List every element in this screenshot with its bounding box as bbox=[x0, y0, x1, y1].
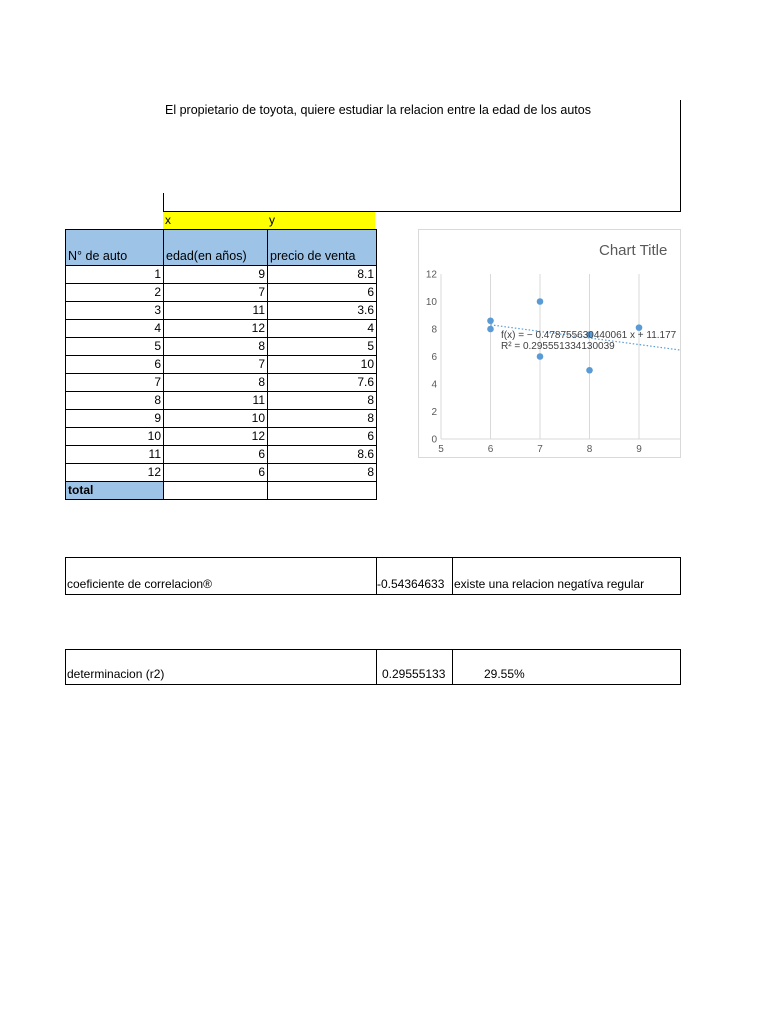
table-cell[interactable]: 1 bbox=[66, 266, 164, 284]
table-cell[interactable]: 8 bbox=[164, 338, 268, 356]
table-cell[interactable]: 10 bbox=[66, 428, 164, 446]
table-cell[interactable]: 6 bbox=[164, 446, 268, 464]
table-cell[interactable]: 8 bbox=[268, 392, 377, 410]
determination-percent[interactable]: 29.55% bbox=[484, 667, 525, 681]
y-tick-label: 8 bbox=[431, 324, 437, 336]
data-point bbox=[487, 317, 494, 324]
table-row bbox=[66, 374, 377, 392]
total-cell[interactable] bbox=[164, 482, 268, 500]
scatter-chart[interactable] bbox=[418, 229, 681, 458]
y-tick-label: 10 bbox=[425, 297, 437, 308]
table-cell[interactable]: 6 bbox=[268, 284, 377, 302]
chart-plot bbox=[419, 230, 681, 458]
column-header[interactable]: edad(en años) bbox=[164, 230, 268, 266]
x-tick-label: 7 bbox=[537, 444, 543, 455]
r-squared-label: R² = 0.295551334130039 bbox=[501, 341, 615, 352]
table-cell[interactable]: 9 bbox=[164, 266, 268, 284]
table-row bbox=[66, 356, 377, 374]
table-cell[interactable]: 7 bbox=[164, 356, 268, 374]
correlation-row bbox=[65, 557, 681, 595]
table-row bbox=[66, 428, 377, 446]
table-row bbox=[66, 464, 377, 482]
table-cell[interactable]: 12 bbox=[164, 428, 268, 446]
table-row bbox=[66, 446, 377, 464]
y-tick-label: 12 bbox=[425, 269, 437, 281]
problem-statement: El propietario de toyota, quiere estudiar la relacion entre la edad de los autos bbox=[165, 103, 591, 117]
table-cell[interactable]: 7 bbox=[66, 374, 164, 392]
column-header[interactable]: N° de auto bbox=[66, 230, 164, 266]
table-cell[interactable]: 9 bbox=[66, 410, 164, 428]
x-tick-label: 6 bbox=[487, 444, 494, 455]
determination-value[interactable]: 0.29555133 bbox=[382, 667, 446, 681]
table-cell[interactable]: 5 bbox=[66, 338, 164, 356]
table-cell[interactable]: 5 bbox=[268, 338, 377, 356]
table-cell[interactable]: 3.6 bbox=[268, 302, 377, 320]
table-cell[interactable]: 7 bbox=[164, 284, 268, 302]
table-cell[interactable]: 6 bbox=[164, 464, 268, 482]
total-cell[interactable] bbox=[268, 482, 377, 500]
table-cell[interactable]: 8 bbox=[66, 392, 164, 410]
y-tick-label: 6 bbox=[431, 352, 437, 363]
table-cell[interactable]: 8.1 bbox=[268, 266, 377, 284]
data-table bbox=[65, 229, 377, 500]
xy-label-row[interactable] bbox=[163, 212, 375, 229]
table-cell[interactable]: 12 bbox=[164, 320, 268, 338]
data-point bbox=[537, 353, 544, 360]
frame-border-right bbox=[680, 100, 681, 212]
table-cell[interactable]: 11 bbox=[66, 446, 164, 464]
table-cell[interactable]: 3 bbox=[66, 302, 164, 320]
x-tick-label: 9 bbox=[636, 444, 642, 455]
data-point bbox=[537, 298, 544, 305]
table-row bbox=[66, 284, 377, 302]
total-row bbox=[66, 482, 377, 500]
y-tick-label: 0 bbox=[431, 434, 437, 446]
table-cell[interactable]: 10 bbox=[268, 356, 377, 374]
table-cell[interactable]: 12 bbox=[66, 464, 164, 482]
column-header[interactable]: precio de venta bbox=[268, 230, 377, 266]
table-cell[interactable]: 8 bbox=[164, 374, 268, 392]
table-row bbox=[66, 392, 377, 410]
frame-border-left bbox=[163, 193, 164, 212]
table-row bbox=[66, 338, 377, 356]
table-cell[interactable]: 8 bbox=[268, 464, 377, 482]
determination-row bbox=[65, 649, 681, 685]
x-tick-label: 5 bbox=[438, 444, 444, 455]
correlation-interpretation[interactable]: existe una relacion negatíva regular bbox=[454, 577, 645, 591]
table-row bbox=[66, 302, 377, 320]
table-cell[interactable]: 2 bbox=[66, 284, 164, 302]
data-point bbox=[586, 367, 593, 374]
y-variable-label: y bbox=[269, 213, 275, 227]
table-cell[interactable]: 4 bbox=[66, 320, 164, 338]
trendline-equation: f(x) = − 0.478755630440061 x + 11.177 bbox=[501, 330, 677, 341]
table-cell[interactable]: 6 bbox=[66, 356, 164, 374]
table-cell[interactable]: 6 bbox=[268, 428, 377, 446]
table-row bbox=[66, 266, 377, 284]
table-cell[interactable]: 11 bbox=[164, 302, 268, 320]
table-cell[interactable]: 8.6 bbox=[268, 446, 377, 464]
table-cell[interactable]: 7.6 bbox=[268, 374, 377, 392]
table-row bbox=[66, 320, 377, 338]
correlation-value[interactable]: -0.54364633 bbox=[377, 577, 445, 591]
data-point bbox=[487, 326, 494, 333]
table-row bbox=[66, 410, 377, 428]
table-cell[interactable]: 11 bbox=[164, 392, 268, 410]
table-cell[interactable]: 8 bbox=[268, 410, 377, 428]
y-tick-label: 2 bbox=[431, 407, 437, 418]
x-variable-label: x bbox=[165, 213, 171, 227]
chart-title: Chart Title bbox=[599, 242, 668, 259]
total-label[interactable]: total bbox=[66, 482, 164, 500]
x-tick-label: 8 bbox=[586, 444, 593, 455]
table-cell[interactable]: 4 bbox=[268, 320, 377, 338]
table-header-row bbox=[66, 230, 377, 266]
table-cell[interactable]: 10 bbox=[164, 410, 268, 428]
correlation-label[interactable]: coeficiente de correlacion® bbox=[67, 577, 212, 591]
y-tick-label: 4 bbox=[431, 379, 437, 391]
determination-label[interactable]: determinacion (r2) bbox=[67, 667, 165, 681]
